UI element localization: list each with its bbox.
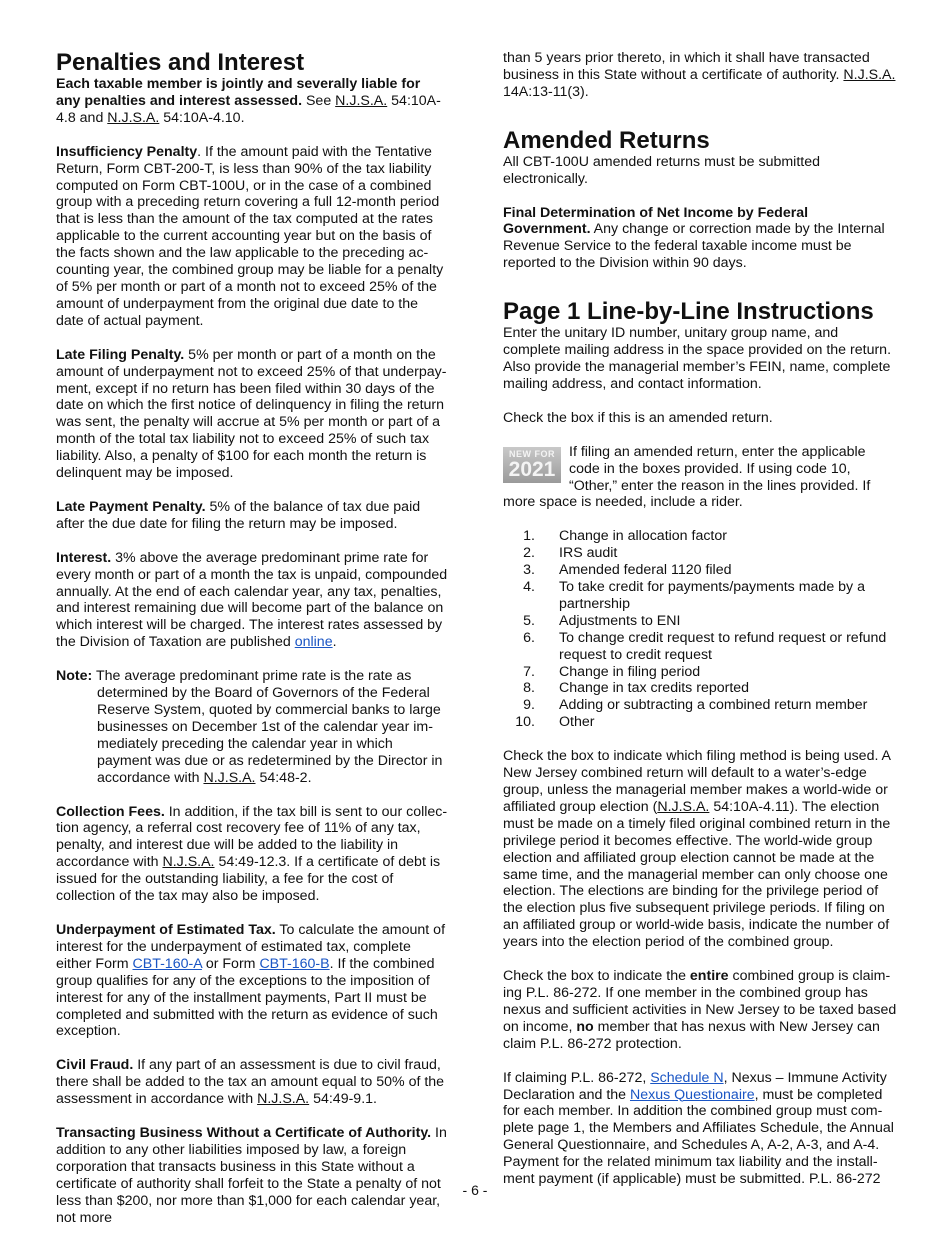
- amended-returns-heading: Amended Returns: [503, 126, 710, 154]
- list-item: [503, 664, 897, 681]
- list-item-number: 1.: [523, 528, 535, 545]
- prime-rate-note: Note: The average predominant prime rate is the rate as determined by the Board of Governors of the Federal Reserve System, quoted by commercial banks to large businesses on December 1st of the calendar year immediately preceding the calendar year in which payment was due or as redetermined by the Director in accordance with N.J.S.A. 54:48-2.: [56, 668, 443, 786]
- liability-intro: Each taxable member is jointly and severally liable for any penalties and interest assessed. See N.J.S.A. 54:10A-4.8 and N.J.S.A. 54:10A-4.10.: [56, 76, 441, 126]
- civil-fraud-paragraph: Civil Fraud. If any part of an assessment is due to civil fraud, there shall be added to the tax an amount equal to 50% of the assessment in accordance with N.J.S.A. 54:49-9.1.: [56, 1057, 445, 1108]
- right-column: [503, 50, 897, 1205]
- statute-ref: N.J.S.A.: [657, 798, 710, 815]
- amended-code-paragraph: NEW FOR 2021 If filing an amended return, enter the applicable code in the boxes provided. If using code 10, “Other,” enter the reason in the lines provided. If more space is needed, include a rider.: [503, 443, 871, 511]
- transacting-business-continued: than 5 years prior thereto, in which it shall have transacted business in this State without a certificate of authority. N.J.S.A. 14A:13-11(3).: [503, 50, 896, 100]
- list-item: [503, 630, 897, 664]
- list-item-number: 9.: [523, 697, 535, 714]
- liability-intro-bold: Each taxable member is jointly and severally liable for any penalties and interest assessed.: [56, 76, 421, 109]
- amended-reason-codes-list: [503, 528, 897, 731]
- statute-ref: N.J.S.A.: [107, 109, 160, 126]
- list-item-number: 3.: [523, 562, 535, 579]
- schedule-n-link[interactable]: Schedule N: [650, 1069, 724, 1086]
- list-item-number: 8.: [523, 680, 535, 697]
- final-determination-paragraph: Final Determination of Net Income by Federal Government. Any change or correction made by the Internal Revenue Service to the federal taxable income must be reported to the Division within 90 days.: [503, 204, 885, 272]
- list-item-text: Other: [559, 714, 595, 731]
- statute-ref: N.J.S.A.: [162, 854, 215, 871]
- list-item-text: Amended federal 1120 filed: [559, 562, 732, 579]
- list-item-number: 5.: [523, 612, 535, 629]
- new-for-2021-badge: NEW FOR 2021: [503, 447, 561, 483]
- nexus-questionaire-link[interactable]: Nexus Questionaire: [629, 1086, 755, 1103]
- late-filing-penalty-paragraph: Late Filing Penalty. 5% per month or part of a month on the amount of underpayment not to exceed 25% of that underpayment, except if no return has been filed within 30 days of the date on which the first notice of delinquency in filing the return was sent, the penalty will accrue at 5% per month or part of a month of the total tax liability not to exceed 25% of such tax liability. Also, a penalty of $100 for each month the return is delinquent may be imposed.: [56, 346, 447, 482]
- list-item-text: Adding or subtracting a combined return member: [559, 697, 868, 714]
- cbt-160-b-link[interactable]: CBT-160-B: [259, 955, 330, 972]
- list-item: [503, 579, 897, 613]
- collection-fees-paragraph: Collection Fees. In addition, if the tax bill is sent to our collection agency, a referral cost recovery fee of 11% of any tax, penalty, and interest due will be added to the liability in accordance with N.J.S.A. 54:49-12.3. If a certificate of debt is issued for the outstanding liability, a fee for the cost of collection of the tax may also be imposed.: [56, 803, 448, 905]
- statute-ref: N.J.S.A.: [335, 92, 388, 109]
- insufficiency-penalty-paragraph: Insufficiency Penalty. If the amount paid with the Tentative Return, Form CBT-200-T, is less than 90% of the tax liability computed on Form CBT-100U, or in the case of a combined group with a preceding return covering a full 12-month period that is less than the amount of the tax computed at the rates applicable to the current accounting year but on the basis of the facts shown and the law applicable to the preceding accounting year, the combined group may be liable for a penalty of 5% per month or part of a month not to exceed 25% of the amount of underpayment from the original due date to the date of actual payment.: [56, 143, 444, 329]
- list-item-number: 2.: [523, 545, 535, 562]
- page-number: - 6 -: [462, 1182, 488, 1198]
- list-item-number: 4.: [523, 579, 535, 596]
- list-item-text: To change credit request to refund request or refund request to credit request: [559, 629, 887, 663]
- list-item-text: Adjustments to ENI: [559, 612, 681, 629]
- list-item-text: Change in tax credits reported: [559, 680, 750, 697]
- list-item-number: 6.: [523, 629, 535, 646]
- list-item-text: To take credit for payments/payments made by a partnership: [559, 579, 865, 612]
- list-item-text: Change in filing period: [559, 663, 701, 680]
- list-item: [503, 562, 897, 579]
- list-item: [503, 528, 897, 545]
- claiming-pl-86-272-paragraph: If claiming P.L. 86-272, Schedule N, Nexus – Immune Activity Declaration and the Nexus Questionaire, must be completed for each member. In addition the combined group must complete page 1, the Members and Affiliates Schedule, the Annual General Questionnaire, and Schedules A, A-2, A-3, and A-4. Payment for the related minimum tax liability and the installment payment (if applicable) must be submitted. P.L. 86-272: [503, 1069, 894, 1188]
- list-item: [503, 680, 897, 697]
- penalties-heading: Penalties and Interest: [56, 49, 305, 76]
- list-item-text: IRS audit: [559, 545, 618, 562]
- list-item-text: Change in allocation factor: [559, 528, 727, 545]
- underpayment-estimated-tax-paragraph: Underpayment of Estimated Tax. To calculate the amount of interest for the underpayment of estimated tax, complete either Form CBT-160-A or Form CBT-160-B. If the combined group qualifies for any of the exceptions to the imposition of interest for any of the installment payments, Part II must be completed and submitted with the return as evidence of such exception.: [56, 921, 446, 1040]
- amended-check-text: Check the box if this is an amended return.: [503, 409, 773, 426]
- list-item: [503, 613, 897, 630]
- list-item-number: 7.: [523, 663, 535, 680]
- list-item: [503, 697, 897, 714]
- amended-returns-text: All CBT-100U amended returns must be submitted electronically.: [503, 153, 821, 187]
- pl-86-272-paragraph: Check the box to indicate the entire combined group is claiming P.L. 86-272. If one member in the combined group has nexus and sufficient activities in New Jersey to be taxed based on income, no member that has nexus with New Jersey can claim P.L. 86-272 protection.: [503, 968, 897, 1052]
- interest-paragraph: Interest. 3% above the average predominant prime rate for every month or part of a month the tax is unpaid, compounded annually. At the end of each calendar year, any tax, penalties, and interest remaining due will become part of the balance on which interest will be charged. The interest rates assessed by the Division of Taxation are published online.: [56, 549, 448, 651]
- statute-ref: N.J.S.A.: [843, 66, 896, 83]
- page1-intro: Enter the unitary ID number, unitary group name, and complete mailing address in the space provided on the return. Also provide the managerial member’s FEIN, name, complete mailing address, and contact information.: [503, 325, 892, 392]
- page1-instructions-heading: Page 1 Line-by-Line Instructions: [503, 298, 874, 326]
- statute-ref: N.J.S.A.: [257, 1091, 310, 1108]
- online-link[interactable]: online: [294, 634, 333, 651]
- list-item: [503, 714, 897, 731]
- late-payment-penalty-paragraph: Late Payment Penalty. 5% of the balance of tax due paid after the due date for filing the return may be imposed.: [56, 498, 421, 532]
- cbt-160-a-link[interactable]: CBT-160-A: [132, 955, 202, 972]
- list-item-number: 10.: [515, 714, 535, 731]
- statute-ref: N.J.S.A.: [203, 769, 256, 786]
- filing-method-paragraph: Check the box to indicate which filing method is being used. A New Jersey combined return will default to a water’s-edge group, unless the managerial member makes a world-wide or affiliated group election (N.J.S.A. 54:10A-4.11). The election must be made on a timely filed original combined return in the privilege period it becomes effective. The world-wide group election and affiliated group election cannot be made at the same time, and the managerial member can only choose one election. The elections are binding for the privilege period of the election plus five subsequent privilege periods. If filing on an affiliated group or world-wide basis, indicate the number of years into the election period of the combined group.: [503, 748, 891, 951]
- list-item: [503, 545, 897, 562]
- left-column: [56, 50, 448, 1243]
- transacting-business-paragraph: Transacting Business Without a Certificate of Authority. In addition to any other liabilities imposed by law, a foreign corporation that transacts business in this State without a certificate of authority shall forfeit to the State a penalty of not less than $200, nor more than $1,000 for each calendar year, not more: [56, 1125, 447, 1226]
